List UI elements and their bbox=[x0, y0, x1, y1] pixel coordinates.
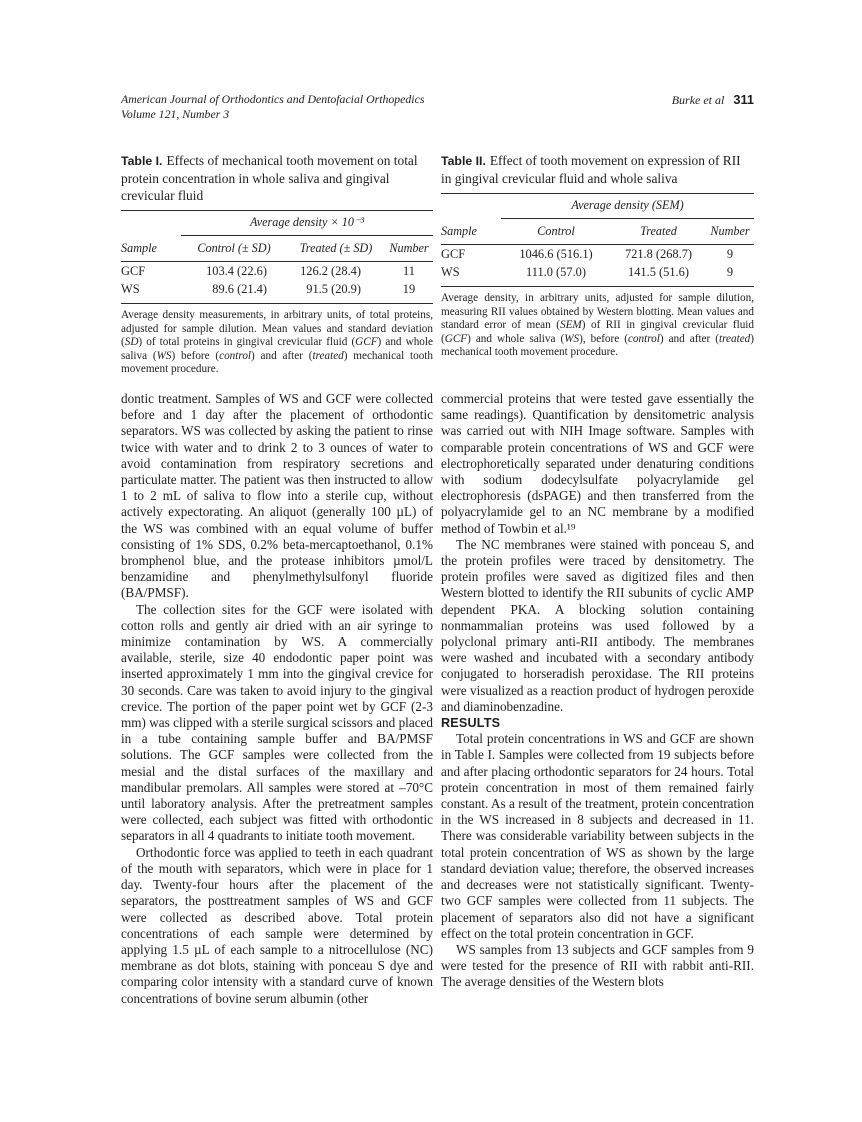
running-head-right bbox=[672, 92, 754, 108]
cell-sample: GCF bbox=[441, 247, 466, 261]
left-column-text bbox=[121, 391, 433, 1007]
column-header-sample: Sample bbox=[121, 236, 181, 262]
cell-control: 89.6 (21.4) bbox=[212, 282, 267, 296]
table-2-header-row bbox=[441, 219, 754, 245]
cell-control: 111.0 (57.0) bbox=[526, 265, 586, 279]
cell-number: 9 bbox=[726, 265, 734, 279]
paragraph: WS samples from 13 subjects and GCF samples from 9 were tested for the presence of RII with rabbit anti-RII. The average densities of the Western blots bbox=[441, 941, 754, 990]
cell-sample: GCF bbox=[121, 264, 146, 278]
table-2-grid bbox=[441, 193, 754, 287]
paragraph: The collection sites for the GCF were isolated with cotton rolls and gently air dried with an air syringe to minimize contamination by WS. A commercially available, sterile, size 40 endodontic paper point was inserted approximately 1 mm into the gingival crevice for 30 seconds. Care was taken to avoid injury to the gingival crevice. The portion of the paper point wet by GCF (2-3 mm) was clipped with a sterile surgical scissors and placed in a tube containing sample buffer and BA/PMSF solutions. The GCF samples were collected from the mesial and the distal surfaces of the maxillary and mandibular premolars. All samples were stored at –70°C until laboratory analysis. After the pretreatment samples were collected, each subject was fitted with orthodontic separators in all 4 quadrants to initiate tooth movement. bbox=[121, 601, 433, 844]
paragraph: Orthodontic force was applied to teeth in each quadrant of the mouth with separators, which were in place for 1 day. Twenty-four hours after the placement of the separators, the posttreatment samples of WS and GCF were collected as described above. Total protein concentrations of each sample were determined by applying 1.5 µL of each sample to a nitrocellulose (NC) membrane as dot blots, staining with ponceau S dye and comparing color intensity with a standard curve of known concentrations of bovine serum albumin (other bbox=[121, 844, 433, 1006]
table-row bbox=[441, 245, 754, 264]
table-2-caption: Effect of tooth movement on expression of RII in gingival crevicular fluid and whole saliva bbox=[441, 153, 741, 186]
cell-number: 11 bbox=[403, 264, 415, 278]
right-column-text bbox=[441, 391, 754, 991]
journal-title: American Journal of Orthodontics and Dentofacial Orthopedics bbox=[121, 92, 425, 106]
page-number: 311 bbox=[733, 92, 754, 107]
column-header-control: Control bbox=[501, 219, 611, 245]
cell-treated: 721.8 (268.7) bbox=[624, 247, 693, 261]
paragraph: The NC membranes were stained with ponceau S, and the protein profiles were traced by densitometry. The protein profiles were saved as digitized files and then Western blotted to identify the RII subunits of cyclic AMP dependent PKA. A blocking solution containing nonmammalian proteins was used followed by a polyclonal primary anti-RII antibody. The membranes were washed and incubated with a secondary antibody conjugated to horseradish peroxidase. The RII proteins were visualized as a reaction product of hydrogen peroxide and diaminobenzadine. bbox=[441, 536, 754, 714]
table-1 bbox=[121, 152, 433, 377]
running-head-left bbox=[121, 92, 424, 121]
table-1-title bbox=[121, 152, 433, 204]
cell-number: 9 bbox=[726, 247, 734, 261]
table-row bbox=[121, 280, 433, 304]
right-column bbox=[441, 152, 754, 990]
table-1-footnote: Average density measurements, in arbitrary units, of total proteins, adjusted for sample dilution. Mean values and standard deviation (SD) of total proteins in gingival crevicular fluid (GCF) and whole saliva (WS) before (control) and after (treated) mechanical tooth movement procedure. bbox=[121, 309, 433, 376]
table-2-footnote: Average density, in arbitrary units, adjusted for sample dilution, measuring RII values obtained by Western blotting. Mean values and standard error of mean (SEM) of RII in gingival crevicular fluid (GCF) and whole saliva (WS), before (control) and after (treated) mechanical tooth movement procedure. bbox=[441, 292, 754, 359]
table-1-caption: Effects of mechanical tooth movement on total protein concentration in whole saliva and gingival crevicular fluid bbox=[121, 153, 418, 203]
results-heading: RESULTS bbox=[441, 716, 501, 731]
paragraph: Total protein concentrations in WS and GCF are shown in Table I. Samples were collected from 19 subjects before and after placing orthodontic separators for 24 hours. Total protein concentration in most of them remained fairly constant. As a result of the treatment, protein concentration in the WS increased in 8 subjects and decreased in 11. There was considerable variability between subjects in the total protein concentration of WS as shown by the large standard deviation value; therefore, the observed increases and decreases were not statistically significant. Twenty-two GCF samples were collected from 11 subjects. The placement of separators also did not have a significant effect on the total protein concentration in GCF. bbox=[441, 731, 754, 941]
running-authors: Burke et al bbox=[671, 93, 725, 107]
table-2-spanner: Average density (SEM) bbox=[501, 194, 754, 219]
spanner-blank-cell bbox=[441, 194, 501, 219]
column-header-treated: Treated (± SD) bbox=[287, 236, 385, 262]
journal-issue: Volume 121, Number 3 bbox=[121, 106, 230, 121]
cell-sample: WS bbox=[441, 265, 460, 279]
cell-treated: 141.5 (51.6) bbox=[628, 265, 689, 279]
column-header-sample: Sample bbox=[441, 219, 501, 245]
table-1-grid bbox=[121, 210, 433, 304]
cell-treated: 91.5 (20.9) bbox=[306, 282, 361, 296]
table-2-spanner-row bbox=[441, 194, 754, 219]
spanner-blank-cell bbox=[121, 211, 181, 236]
running-head bbox=[121, 92, 754, 121]
paragraph: dontic treatment. Samples of WS and GCF were collected before and 1 day after the placement of orthodontic separators. WS was collected by asking the patient to rinse twice with water and to drink 2 to 3 ounces of water to avoid contamination from respiratory secretions and particulate matter. The patient was then instructed to allow 1 to 2 mL of saliva to flow into a sterile cup, without actively expectorating. An aliquot (generally 100 µL) of the WS was combined with an equal volume of buffer consisting of 1% SDS, 0.2% beta-mercaptoethanol, 0.1% bromphenol blue, and the protease inhibitors µmol/L benzamidine and phenylmethylsulfonyl fluoride (BA/PMSF). bbox=[121, 391, 433, 601]
table-1-header-row bbox=[121, 236, 433, 262]
cell-control: 1046.6 (516.1) bbox=[519, 247, 593, 261]
table-2-title bbox=[441, 152, 754, 187]
table-row bbox=[121, 262, 433, 281]
column-header-treated: Treated bbox=[611, 219, 706, 245]
table-1-label: Table I. bbox=[121, 154, 163, 168]
cell-number: 19 bbox=[402, 282, 416, 296]
table-1-spanner-row bbox=[121, 211, 433, 236]
cell-sample: WS bbox=[121, 282, 140, 296]
paragraph: commercial proteins that were tested gave essentially the same readings). Quantification by densitometric analysis was carried out with NIH Image software. Samples with comparable protein concentrations of WS and GCF were electrophoretically separated under denaturing conditions with sodium dodecylsulfate polyacrylamide gel electrophoresis (dsPAGE) and then transferred from the polyacrylamide gel to an NC membrane by a modified method of Towbin et al.¹⁹ bbox=[441, 391, 754, 536]
column-header-number: Number bbox=[706, 219, 754, 245]
table-2-label: Table II. bbox=[441, 154, 486, 168]
column-header-number: Number bbox=[385, 236, 433, 262]
table-1-spanner: Average density × 10⁻³ bbox=[181, 211, 433, 236]
cell-control: 103.4 (22.6) bbox=[206, 264, 267, 278]
table-row bbox=[441, 263, 754, 287]
table-2 bbox=[441, 152, 754, 360]
column-header-control: Control (± SD) bbox=[181, 236, 287, 262]
left-column bbox=[121, 152, 433, 1006]
cell-treated: 126.2 (28.4) bbox=[300, 264, 361, 278]
